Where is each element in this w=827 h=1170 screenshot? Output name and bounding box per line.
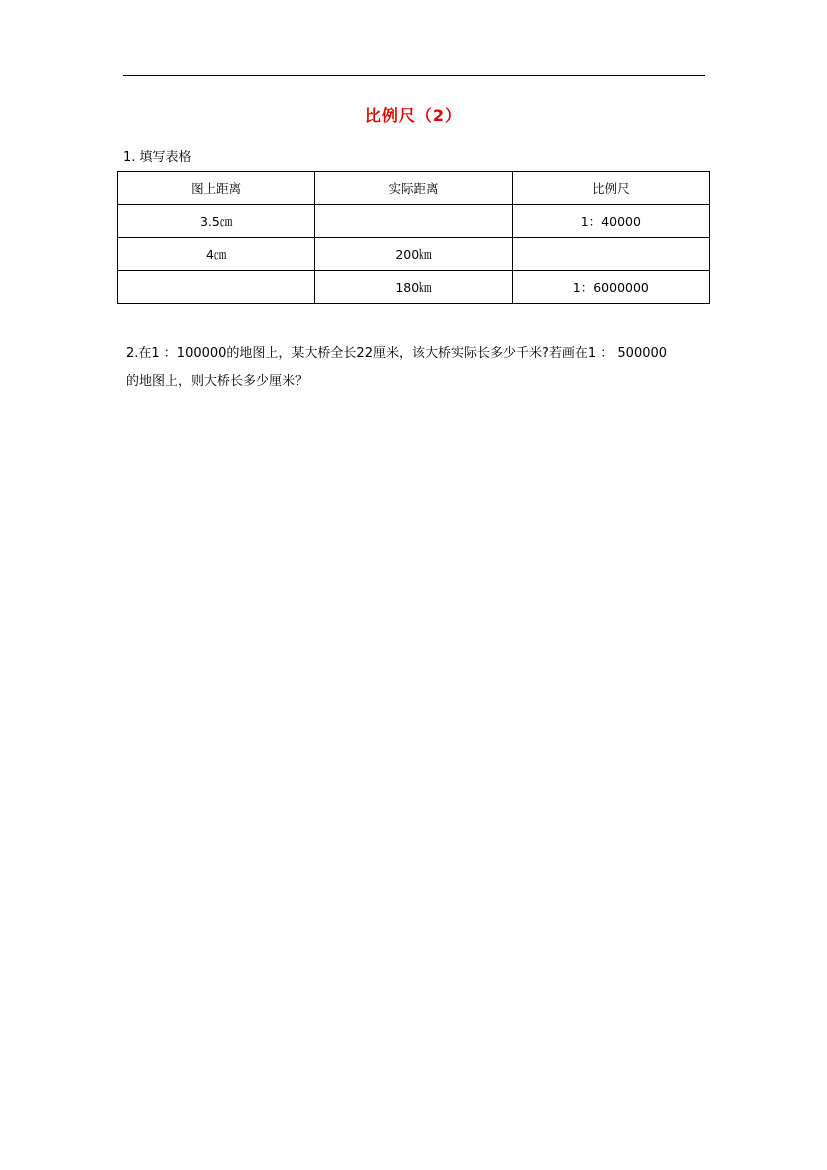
table-cell: 180㎞: [315, 271, 512, 304]
table-row: [118, 205, 710, 238]
table-cell: 200㎞: [315, 238, 512, 271]
table-cell: 1：6000000: [512, 271, 709, 304]
question-2-line-1: 2.在1 ：100000的地图上，某大桥全长22厘米，该大桥实际长多少千米?若画在1 ： 500000: [126, 346, 668, 361]
table-row: [118, 238, 710, 271]
fill-in-table: [117, 171, 710, 304]
table-header-row: [118, 172, 710, 205]
column-header-actual-distance: 实际距离: [315, 172, 512, 205]
table-row: [118, 271, 710, 304]
table-cell: 1：40000: [512, 205, 709, 238]
column-header-scale: 比例尺: [512, 172, 709, 205]
question-2: [126, 340, 711, 396]
question-2-line-2: 的地图上，则大桥长多少厘米？: [126, 374, 309, 389]
page-title: 比例尺（2）: [364, 106, 463, 125]
table-cell-blank: [118, 271, 315, 304]
table-cell: 3.5㎝: [118, 205, 315, 238]
table-cell-blank: [315, 205, 512, 238]
header-rule: [123, 75, 705, 76]
column-header-map-distance: 图上距离: [118, 172, 315, 205]
table-cell: 4㎝: [118, 238, 315, 271]
table-cell-blank: [512, 238, 709, 271]
question-1-label: 1. 填写表格: [123, 150, 192, 165]
